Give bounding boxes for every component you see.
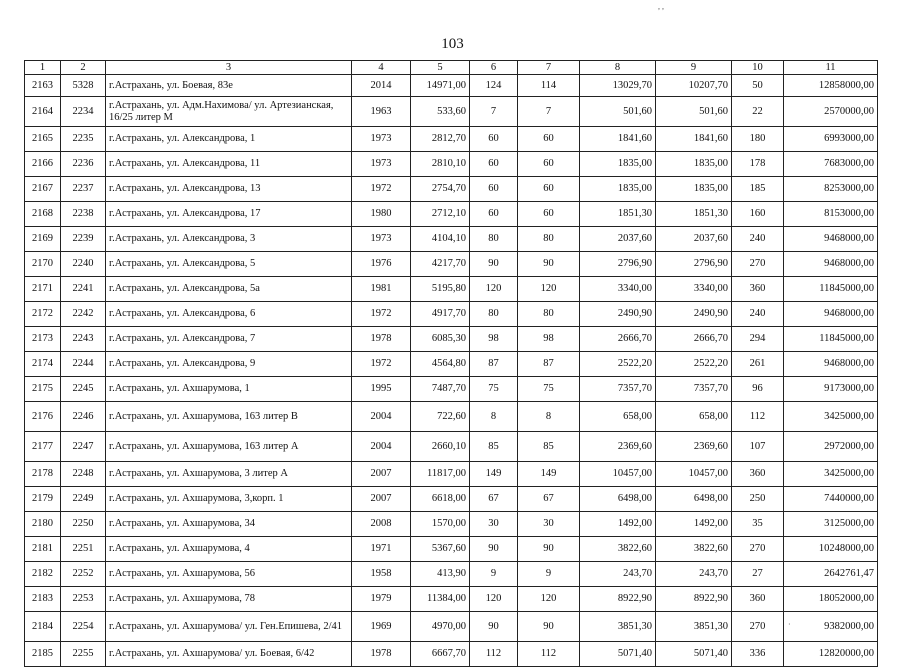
address-cell: г.Астрахань, ул. Ахшарумова, 163 литер А xyxy=(106,432,352,462)
table-cell: 6085,30 xyxy=(411,327,470,352)
table-cell: 1492,00 xyxy=(656,512,732,537)
table-cell: 2250 xyxy=(61,512,106,537)
table-cell: 1973 xyxy=(352,227,411,252)
table-cell: 2007 xyxy=(352,487,411,512)
table-cell: 2004 xyxy=(352,432,411,462)
table-cell: 35 xyxy=(732,512,784,537)
table-cell: 1492,00 xyxy=(580,512,656,537)
table-row xyxy=(25,462,878,487)
table-cell: 60 xyxy=(518,202,580,227)
table-cell: 11845000,00 xyxy=(784,327,878,352)
table-cell: 1969 xyxy=(352,612,411,642)
table-cell: 2369,60 xyxy=(580,432,656,462)
table-cell: 1835,00 xyxy=(580,177,656,202)
table-cell: 90 xyxy=(518,537,580,562)
table-cell: 6498,00 xyxy=(580,487,656,512)
table-cell: 2796,90 xyxy=(580,252,656,277)
table-cell: 9 xyxy=(518,562,580,587)
table-cell: 8153000,00 xyxy=(784,202,878,227)
table-cell: 120 xyxy=(470,277,518,302)
table-cell: 1973 xyxy=(352,152,411,177)
table-cell: 75 xyxy=(518,377,580,402)
table-row xyxy=(25,277,878,302)
table-cell: 2490,90 xyxy=(656,302,732,327)
table-cell: 2522,20 xyxy=(580,352,656,377)
table-cell: 2179 xyxy=(25,487,61,512)
table-cell: 2237 xyxy=(61,177,106,202)
address-cell: г.Астрахань, ул. Александрова, 3 xyxy=(106,227,352,252)
table-cell: 2241 xyxy=(61,277,106,302)
table-cell: 9173000,00 xyxy=(784,377,878,402)
table-cell: 90 xyxy=(470,252,518,277)
table-cell: 107 xyxy=(732,432,784,462)
table-cell: 9468000,00 xyxy=(784,352,878,377)
table-cell: 2666,70 xyxy=(580,327,656,352)
table-cell: 722,60 xyxy=(411,402,470,432)
table-row xyxy=(25,327,878,352)
table-cell: 413,90 xyxy=(411,562,470,587)
table-cell: 60 xyxy=(470,202,518,227)
table-cell: 124 xyxy=(470,75,518,97)
table-cell: 3340,00 xyxy=(580,277,656,302)
table-cell: 2236 xyxy=(61,152,106,177)
table-cell: 2185 xyxy=(25,642,61,667)
table-cell: 1841,60 xyxy=(656,127,732,152)
table-cell: 85 xyxy=(470,432,518,462)
table-cell: 60 xyxy=(518,152,580,177)
table-cell: 2234 xyxy=(61,97,106,127)
table-cell: 1958 xyxy=(352,562,411,587)
table-cell: 2810,10 xyxy=(411,152,470,177)
table-cell: 261 xyxy=(732,352,784,377)
table-cell: 1851,30 xyxy=(580,202,656,227)
table-cell: 3851,30 xyxy=(580,612,656,642)
table-cell: 60 xyxy=(470,177,518,202)
housing-register-table xyxy=(24,60,878,667)
table-row xyxy=(25,512,878,537)
table-cell: 3425000,00 xyxy=(784,402,878,432)
table-cell: 67 xyxy=(470,487,518,512)
column-header: 3 xyxy=(106,61,352,75)
table-cell: 7 xyxy=(518,97,580,127)
table-cell: 18052000,00 xyxy=(784,587,878,612)
address-cell: г.Астрахань, ул. Александрова, 6 xyxy=(106,302,352,327)
table-cell: 2175 xyxy=(25,377,61,402)
table-cell: 3851,30 xyxy=(656,612,732,642)
table-row xyxy=(25,432,878,462)
table-row xyxy=(25,642,878,667)
table-cell: 178 xyxy=(732,152,784,177)
table-cell: 2712,10 xyxy=(411,202,470,227)
table-cell: 1972 xyxy=(352,302,411,327)
column-header: 10 xyxy=(732,61,784,75)
column-header: 5 xyxy=(411,61,470,75)
table-cell: 90 xyxy=(470,612,518,642)
address-cell: г.Астрахань, ул. Ахшарумова, 78 xyxy=(106,587,352,612)
table-cell: 2490,90 xyxy=(580,302,656,327)
table-cell: 11817,00 xyxy=(411,462,470,487)
column-number-header-row xyxy=(25,61,878,75)
table-cell: 243,70 xyxy=(580,562,656,587)
address-cell: г.Астрахань, ул. Александрова, 7 xyxy=(106,327,352,352)
table-cell: 60 xyxy=(518,177,580,202)
table-row xyxy=(25,562,878,587)
table-cell: 2169 xyxy=(25,227,61,252)
table-row xyxy=(25,202,878,227)
table-cell: 2252 xyxy=(61,562,106,587)
table-cell: 2037,60 xyxy=(580,227,656,252)
table-cell: 2240 xyxy=(61,252,106,277)
table-cell: 3425000,00 xyxy=(784,462,878,487)
table-cell: 4917,70 xyxy=(411,302,470,327)
table-cell: 360 xyxy=(732,462,784,487)
table-cell: 13029,70 xyxy=(580,75,656,97)
table-cell: 6993000,00 xyxy=(784,127,878,152)
table-cell: 2163 xyxy=(25,75,61,97)
table-cell: 2171 xyxy=(25,277,61,302)
table-cell: 2183 xyxy=(25,587,61,612)
table-cell: 1978 xyxy=(352,327,411,352)
table-cell: 2174 xyxy=(25,352,61,377)
table-cell: 27 xyxy=(732,562,784,587)
table-cell: 7487,70 xyxy=(411,377,470,402)
table-cell: 2004 xyxy=(352,402,411,432)
table-cell: 2170 xyxy=(25,252,61,277)
table-cell: 4564,80 xyxy=(411,352,470,377)
table-cell: 5071,40 xyxy=(580,642,656,667)
table-cell: 75 xyxy=(470,377,518,402)
table-cell: 6498,00 xyxy=(656,487,732,512)
table-cell: 9382000,00 xyxy=(784,612,878,642)
table-cell: 12858000,00 xyxy=(784,75,878,97)
table-cell: 7357,70 xyxy=(580,377,656,402)
table-cell: 10207,70 xyxy=(656,75,732,97)
table-cell: 3125000,00 xyxy=(784,512,878,537)
table-cell: 2167 xyxy=(25,177,61,202)
table-cell: 9468000,00 xyxy=(784,252,878,277)
table-cell: 87 xyxy=(518,352,580,377)
table-cell: 1971 xyxy=(352,537,411,562)
table-cell: 9 xyxy=(470,562,518,587)
address-cell: г.Астрахань, ул. Александрова, 9 xyxy=(106,352,352,377)
table-cell: 360 xyxy=(732,587,784,612)
table-cell: 7440000,00 xyxy=(784,487,878,512)
address-cell: г.Астрахань, ул. Ахшарумова, 4 xyxy=(106,537,352,562)
table-cell: 90 xyxy=(518,252,580,277)
table-cell: 98 xyxy=(518,327,580,352)
table-cell: 8 xyxy=(470,402,518,432)
table-cell: 5367,60 xyxy=(411,537,470,562)
table-cell: 2249 xyxy=(61,487,106,512)
table-cell: 9468000,00 xyxy=(784,227,878,252)
table-cell: 2014 xyxy=(352,75,411,97)
table-cell: 2247 xyxy=(61,432,106,462)
table-cell: 1980 xyxy=(352,202,411,227)
column-header: 6 xyxy=(470,61,518,75)
table-cell: 2522,20 xyxy=(656,352,732,377)
table-cell: 2660,10 xyxy=(411,432,470,462)
table-cell: 250 xyxy=(732,487,784,512)
table-cell: 2235 xyxy=(61,127,106,152)
table-cell: 2184 xyxy=(25,612,61,642)
table-cell: 11845000,00 xyxy=(784,277,878,302)
address-cell: г.Астрахань, ул. Ахшарумова, 34 xyxy=(106,512,352,537)
table-cell: 2239 xyxy=(61,227,106,252)
address-cell: г.Астрахань, ул. Александрова, 1 xyxy=(106,127,352,152)
table-cell: 90 xyxy=(518,612,580,642)
page-number: 103 xyxy=(441,36,464,52)
table-cell: 9468000,00 xyxy=(784,302,878,327)
column-header: 11 xyxy=(784,61,878,75)
table-cell: 60 xyxy=(470,152,518,177)
table-cell: 2182 xyxy=(25,562,61,587)
column-header: 1 xyxy=(25,61,61,75)
address-cell: г.Астрахань, ул. Александрова, 5 xyxy=(106,252,352,277)
table-row xyxy=(25,487,878,512)
table-cell: 2164 xyxy=(25,97,61,127)
table-cell: 501,60 xyxy=(580,97,656,127)
table-cell: 658,00 xyxy=(580,402,656,432)
table-cell: 8922,90 xyxy=(580,587,656,612)
table-row xyxy=(25,402,878,432)
table-cell: 2254 xyxy=(61,612,106,642)
table-cell: 2642761,47 xyxy=(784,562,878,587)
table-cell: 1570,00 xyxy=(411,512,470,537)
table-cell: 2176 xyxy=(25,402,61,432)
column-header: 2 xyxy=(61,61,106,75)
table-row xyxy=(25,377,878,402)
table-cell: 22 xyxy=(732,97,784,127)
table-cell: 2812,70 xyxy=(411,127,470,152)
address-cell: г.Астрахань, ул. Александрова, 13 xyxy=(106,177,352,202)
table-cell: 96 xyxy=(732,377,784,402)
table-cell: 10457,00 xyxy=(656,462,732,487)
table-cell: 8922,90 xyxy=(656,587,732,612)
table-cell: 85 xyxy=(518,432,580,462)
table-cell: 2173 xyxy=(25,327,61,352)
table-cell: 3340,00 xyxy=(656,277,732,302)
address-cell: г.Астрахань, ул. Ахшарумова, 56 xyxy=(106,562,352,587)
table-cell: 2246 xyxy=(61,402,106,432)
table-cell: 1995 xyxy=(352,377,411,402)
table-cell: 1972 xyxy=(352,177,411,202)
address-cell: г.Астрахань, ул. Адм.Нахимова/ ул. Артезианская, 16/25 литер М xyxy=(106,97,352,127)
table-cell: 7357,70 xyxy=(656,377,732,402)
table-cell: 50 xyxy=(732,75,784,97)
address-cell: г.Астрахань, ул. Александрова, 5а xyxy=(106,277,352,302)
table-cell: 60 xyxy=(518,127,580,152)
table-cell: 2177 xyxy=(25,432,61,462)
table-cell: 6618,00 xyxy=(411,487,470,512)
table-cell: 8253000,00 xyxy=(784,177,878,202)
table-cell: 14971,00 xyxy=(411,75,470,97)
table-cell: 2168 xyxy=(25,202,61,227)
address-cell: г.Астрахань, ул. Ахшарумова, 163 литер В xyxy=(106,402,352,432)
table-cell: 2248 xyxy=(61,462,106,487)
table-cell: 30 xyxy=(470,512,518,537)
table-row xyxy=(25,587,878,612)
table-row xyxy=(25,97,878,127)
table-cell: 120 xyxy=(518,587,580,612)
table-cell: 112 xyxy=(470,642,518,667)
table-cell: 1972 xyxy=(352,352,411,377)
table-cell: 2253 xyxy=(61,587,106,612)
table-cell: 7683000,00 xyxy=(784,152,878,177)
table-cell: 80 xyxy=(470,302,518,327)
table-cell: 3822,60 xyxy=(580,537,656,562)
table-cell: 1979 xyxy=(352,587,411,612)
table-cell: 67 xyxy=(518,487,580,512)
table-cell: 10248000,00 xyxy=(784,537,878,562)
table-cell: 294 xyxy=(732,327,784,352)
table-cell: 1851,30 xyxy=(656,202,732,227)
address-cell: г.Астрахань, ул. Боевая, 83е xyxy=(106,75,352,97)
column-header: 7 xyxy=(518,61,580,75)
table-cell: 4217,70 xyxy=(411,252,470,277)
table-cell: 149 xyxy=(470,462,518,487)
table-row xyxy=(25,352,878,377)
table-cell: 2238 xyxy=(61,202,106,227)
address-cell: г.Астрахань, ул. Ахшарумова, 1 xyxy=(106,377,352,402)
column-header: 4 xyxy=(352,61,411,75)
table-cell: 4104,10 xyxy=(411,227,470,252)
table-cell: 1978 xyxy=(352,642,411,667)
table-cell: 3822,60 xyxy=(656,537,732,562)
table-cell: 80 xyxy=(518,227,580,252)
table-cell: 1963 xyxy=(352,97,411,127)
table-cell: 2754,70 xyxy=(411,177,470,202)
table-cell: 270 xyxy=(732,537,784,562)
table-row xyxy=(25,612,878,642)
table-row xyxy=(25,252,878,277)
table-cell: 11384,00 xyxy=(411,587,470,612)
table-cell: 180 xyxy=(732,127,784,152)
table-cell: 185 xyxy=(732,177,784,202)
table-cell: 2243 xyxy=(61,327,106,352)
table-cell: 2242 xyxy=(61,302,106,327)
address-cell: г.Астрахань, ул. Ахшарумова, 3 литер А xyxy=(106,462,352,487)
table-cell: 6667,70 xyxy=(411,642,470,667)
table-cell: 2008 xyxy=(352,512,411,537)
table-cell: 120 xyxy=(470,587,518,612)
table-cell: 5328 xyxy=(61,75,106,97)
table-cell: 2244 xyxy=(61,352,106,377)
table-cell: 336 xyxy=(732,642,784,667)
table-cell: 2166 xyxy=(25,152,61,177)
table-cell: 658,00 xyxy=(656,402,732,432)
address-cell: г.Астрахань, ул. Ахшарумова, 3,корп. 1 xyxy=(106,487,352,512)
table-cell: 243,70 xyxy=(656,562,732,587)
table-cell: 2172 xyxy=(25,302,61,327)
table-cell: 533,60 xyxy=(411,97,470,127)
table-row xyxy=(25,177,878,202)
table-cell: 1981 xyxy=(352,277,411,302)
table-cell: 87 xyxy=(470,352,518,377)
table-row xyxy=(25,127,878,152)
table-cell: 98 xyxy=(470,327,518,352)
table-cell: 360 xyxy=(732,277,784,302)
table-cell: 1835,00 xyxy=(656,152,732,177)
table-cell: 2255 xyxy=(61,642,106,667)
table-cell: 30 xyxy=(518,512,580,537)
table-row xyxy=(25,152,878,177)
table-cell: 8 xyxy=(518,402,580,432)
address-cell: г.Астрахань, ул. Ахшарумова/ ул. Ген.Епишева, 2/41 xyxy=(106,612,352,642)
table-cell: 2796,90 xyxy=(656,252,732,277)
table-cell: 2037,60 xyxy=(656,227,732,252)
table-cell: 2570000,00 xyxy=(784,97,878,127)
table-row xyxy=(25,227,878,252)
table-cell: 112 xyxy=(732,402,784,432)
table-cell: 2666,70 xyxy=(656,327,732,352)
table-cell: 501,60 xyxy=(656,97,732,127)
table-cell: 2245 xyxy=(61,377,106,402)
table-cell: 12820000,00 xyxy=(784,642,878,667)
table-cell: 2007 xyxy=(352,462,411,487)
table-cell: 2181 xyxy=(25,537,61,562)
table-cell: 114 xyxy=(518,75,580,97)
table-cell: 1976 xyxy=(352,252,411,277)
table-cell: 80 xyxy=(470,227,518,252)
scan-artifact: , , xyxy=(658,2,664,11)
table-cell: 112 xyxy=(518,642,580,667)
table-cell: 4970,00 xyxy=(411,612,470,642)
table-cell: 240 xyxy=(732,227,784,252)
table-row xyxy=(25,302,878,327)
table-cell: 1835,00 xyxy=(656,177,732,202)
address-cell: г.Астрахань, ул. Александрова, 17 xyxy=(106,202,352,227)
table-cell: 2178 xyxy=(25,462,61,487)
table-cell: 2165 xyxy=(25,127,61,152)
table-row xyxy=(25,75,878,97)
table-cell: 270 xyxy=(732,252,784,277)
table-cell: 1973 xyxy=(352,127,411,152)
table-cell: 60 xyxy=(470,127,518,152)
table-cell: 270 xyxy=(732,612,784,642)
table-cell: 90 xyxy=(470,537,518,562)
table-cell: 2251 xyxy=(61,537,106,562)
address-cell: г.Астрахань, ул. Ахшарумова/ ул. Боевая, 6/42 xyxy=(106,642,352,667)
table-cell: 80 xyxy=(518,302,580,327)
table-cell: 1841,60 xyxy=(580,127,656,152)
table-cell: 2972000,00 xyxy=(784,432,878,462)
table-cell: 5071,40 xyxy=(656,642,732,667)
table-cell: 2369,60 xyxy=(656,432,732,462)
table-cell: 7 xyxy=(470,97,518,127)
column-header: 9 xyxy=(656,61,732,75)
table-row xyxy=(25,537,878,562)
table-cell: 120 xyxy=(518,277,580,302)
column-header: 8 xyxy=(580,61,656,75)
table-cell: 1835,00 xyxy=(580,152,656,177)
table-cell: 5195,80 xyxy=(411,277,470,302)
address-cell: г.Астрахань, ул. Александрова, 11 xyxy=(106,152,352,177)
table-cell: 10457,00 xyxy=(580,462,656,487)
table-cell: 2180 xyxy=(25,512,61,537)
table-cell: 149 xyxy=(518,462,580,487)
table-cell: 240 xyxy=(732,302,784,327)
scan-artifact: · xyxy=(788,620,791,629)
table-cell: 160 xyxy=(732,202,784,227)
